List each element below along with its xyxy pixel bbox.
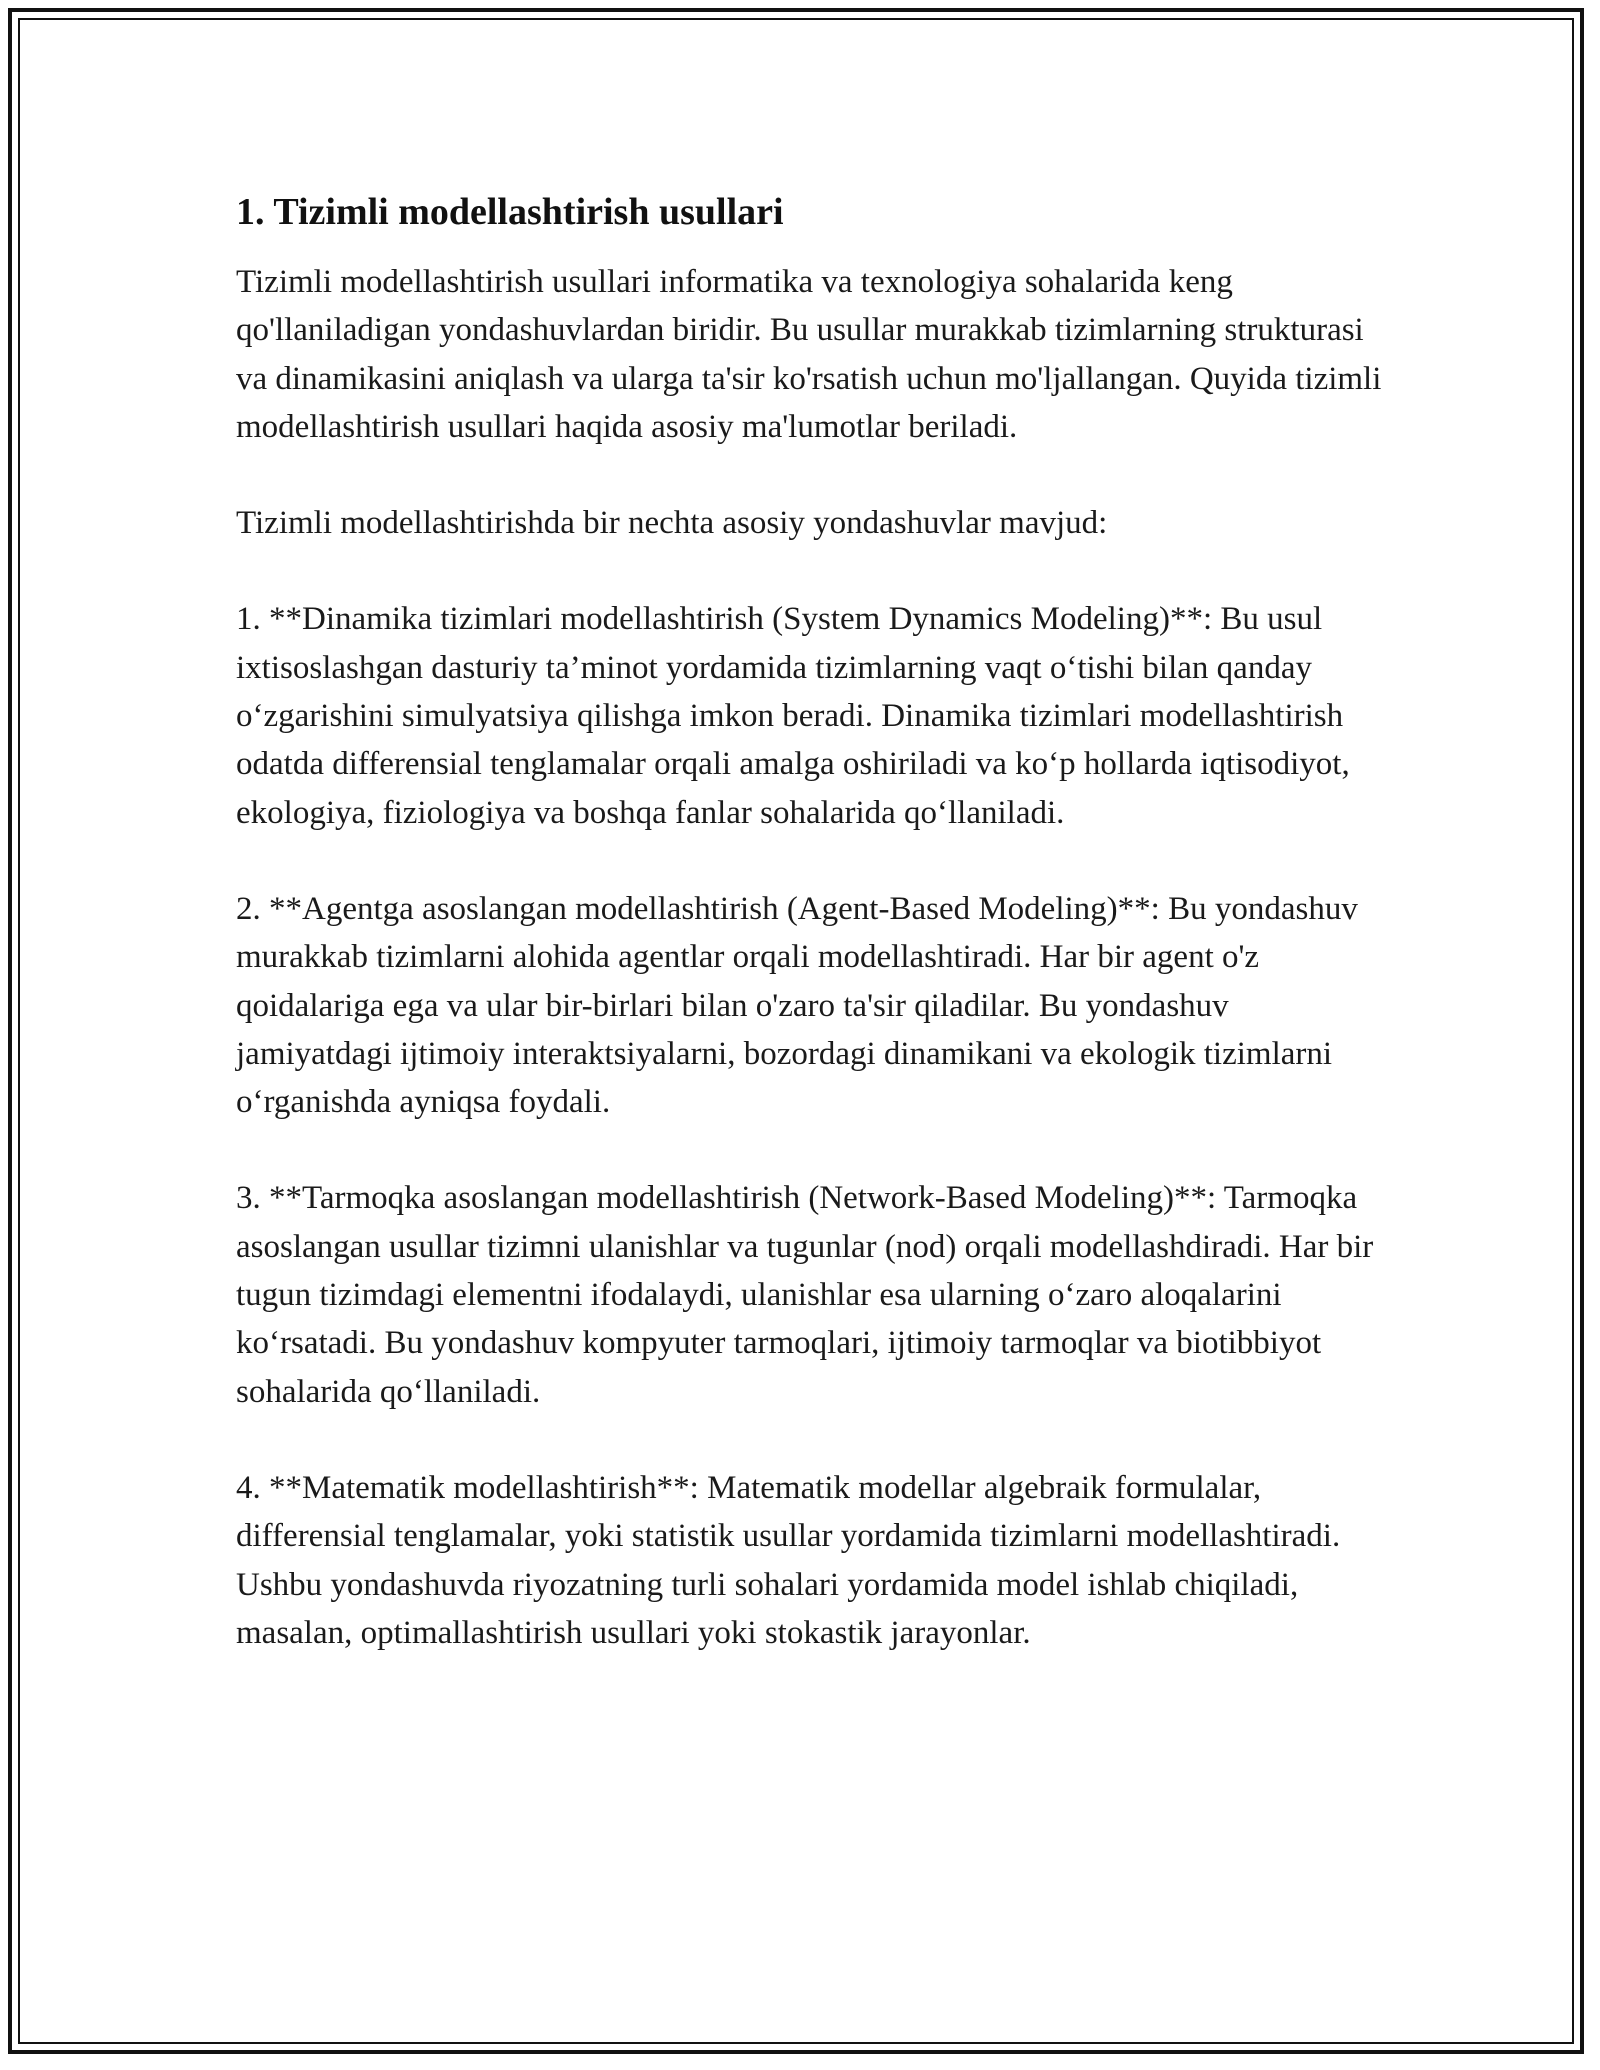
- approaches-lead-paragraph: Tizimli modellashtirishda bir nechta asosiy yondashuvlar mavjud:: [236, 505, 1108, 542]
- document-title: 1. Tizimli modellashtirish usullari: [236, 191, 784, 233]
- agent-based-paragraph: 2. **Agentga asoslangan modellashtirish (Agent-Based Modeling)**: Bu yondashuv murakkab tizimlarni alohida agentlar orqali modellashtiradi. Har bir agent o'z qoidalariga ega va ular bir-birlari bilan o'zaro ta'sir qiladilar. Bu yondashuv jamiyatdagi ijtimoiy interaktsiyalarni, bozordagi dinamikani va ekologik tizimlarni o‘rganishda ayniqsa foydali.: [236, 890, 1358, 1121]
- document-body: [236, 186, 1386, 1657]
- system-dynamics-paragraph: 1. **Dinamika tizimlari modellashtirish (System Dynamics Modeling)**: Bu usul ixtisoslashgan dasturiy ta’minot yordamida tizimlarning vaqt o‘tishi bilan qanday o‘zgarishini simulyatsiya qilishga imkon beradi. Dinamika tizimlari modellashtirish odatda differensial tenglamalar orqali amalga oshiriladi va ko‘p hollarda iqtisodiyot, ekologiya, fiziologiya va boshqa fanlar sohalarida qo‘llaniladi.: [236, 601, 1350, 831]
- intro-paragraph: Tizimli modellashtirish usullari informatika va texnologiya sohalarida keng qo'llaniladigan yondashuvlardan biridir. Bu usullar murakkab tizimlarning strukturasi va dinamikasini aniqlash va ularga ta'sir ko'rsatish uchun mo'ljallangan. Quyida tizimli modellashtirish usullari haqida asosiy ma'lumotlar beriladi.: [236, 264, 1382, 445]
- network-based-paragraph: 3. **Tarmoqka asoslangan modellashtirish (Network-Based Modeling)**: Tarmoqka asoslangan usullar tizimni ulanishlar va tugunlar (nod) orqali modellashdiradi. Har bir tugun tizimdagi elementni ifodalaydi, ulanishlar esa ularning o‘zaro aloqalarini ko‘rsatadi. Bu yondashuv kompyuter tarmoqlari, ijtimoiy tarmoqlar va biotibbiyot sohalarida qo‘llaniladi.: [236, 1180, 1374, 1410]
- mathematical-modeling-paragraph: 4. **Matematik modellashtirish**: Matematik modellar algebraik formulalar, differensial tenglamalar, yoki statistik usullar yordamida tizimlarni modellashtiradi. Ushbu yondashuvda riyozatning turli sohalari yordamida model ishlab chiqiladi, masalan, optimallashtirish usullari yoki stokastik jarayonlar.: [236, 1469, 1341, 1651]
